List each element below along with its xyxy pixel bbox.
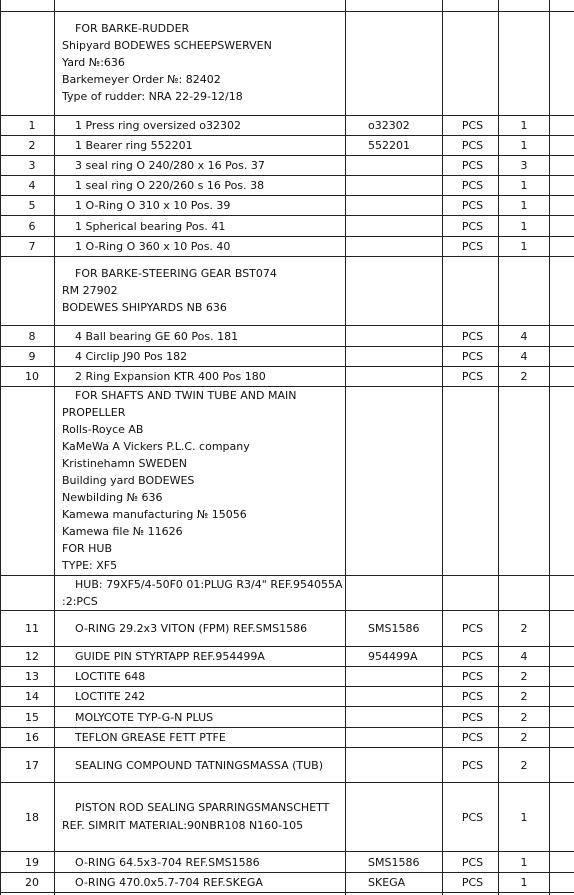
item-description: GUIDE PIN STYRTAPP REF.954499A — [75, 650, 265, 663]
item-quantity: 2 — [520, 758, 528, 772]
group-line: Rolls-Royce AB — [62, 423, 144, 436]
item-reference: 954499A — [368, 650, 418, 663]
item-number: 20 — [25, 876, 39, 889]
item-quantity: 1 — [520, 199, 528, 212]
item-reference: o32302 — [368, 119, 410, 132]
item-unit: PCS — [461, 370, 484, 383]
item-reference — [368, 216, 442, 236]
item-unit: PCS — [461, 159, 484, 172]
table-row — [0, 647, 574, 667]
group-line: Type of rudder: NRA 22-29-12/18 — [62, 90, 243, 103]
group-text-shafts — [62, 387, 297, 574]
item-unit: PCS — [461, 622, 484, 635]
item-quantity: 1 — [520, 219, 528, 233]
item-reference — [368, 347, 442, 366]
group-header-rudder — [0, 12, 574, 116]
table-row — [0, 136, 574, 156]
item-quantity: 1 — [520, 810, 528, 824]
item-unit: PCS — [461, 179, 484, 192]
item-quantity: 2 — [520, 670, 528, 683]
item-quantity: 2 — [520, 710, 528, 724]
item-quantity: 2 — [520, 731, 528, 744]
group-line: FOR BARKE-STEERING GEAR BST074 — [75, 267, 277, 280]
item-reference — [368, 156, 442, 175]
item-unit: PCS — [461, 758, 484, 772]
item-number: 5 — [28, 199, 36, 212]
item-reference — [368, 237, 442, 256]
item-number: 19 — [25, 855, 39, 869]
item-number: 8 — [28, 329, 36, 343]
item-unit: PCS — [461, 710, 484, 724]
group-line: :2:PCS — [62, 595, 98, 608]
table-row — [0, 116, 574, 136]
item-number: 11 — [25, 622, 39, 635]
table-row — [0, 176, 574, 196]
item-number: 12 — [25, 650, 39, 663]
table-row — [0, 326, 574, 347]
item-description: LOCTITE 648 — [75, 670, 146, 683]
table-row — [0, 667, 574, 687]
group-line: BODEWES SHIPYARDS NB 636 — [62, 301, 227, 314]
item-quantity: 2 — [520, 370, 528, 383]
item-unit: PCS — [461, 876, 484, 889]
item-description: SEALING COMPOUND TATNINGSMASSA (TUB) — [75, 758, 324, 772]
group-line: KaMeWa A Vickers P.L.C. company — [62, 440, 250, 453]
item-description: 4 Ball bearing GE 60 Pos. 181 — [75, 329, 239, 343]
item-description: TEFLON GREASE FETT PTFE — [75, 731, 226, 744]
group-line: FOR SHAFTS AND TWIN TUBE AND MAIN — [75, 389, 297, 402]
group-line: Newbilding № 636 — [62, 491, 163, 504]
item-quantity: 2 — [520, 622, 528, 635]
item-number: 15 — [25, 710, 39, 724]
group-text-steering — [62, 265, 277, 316]
item-reference — [368, 667, 442, 686]
group-line: Shipyard BODEWES SCHEEPSWERVEN — [62, 39, 272, 52]
item-reference — [368, 176, 442, 195]
item-description-line: PISTON ROD SEALING SPARRINGSMANSCHETT — [75, 801, 330, 814]
item-quantity: 1 — [520, 876, 528, 889]
item-description: 1 seal ring O 220/260 s 16 Pos. 38 — [75, 179, 265, 192]
item-description: 1 O-Ring O 360 x 10 Pos. 40 — [75, 240, 231, 253]
item-description: 1 Spherical bearing Pos. 41 — [75, 219, 226, 233]
item-quantity: 4 — [520, 650, 528, 663]
item-description: 4 Circlip J90 Pos 182 — [75, 350, 188, 363]
table-row-top — [0, 0, 574, 12]
item-number: 17 — [25, 758, 39, 772]
table-row — [0, 156, 574, 176]
table-row — [0, 196, 574, 216]
item-reference: SMS1586 — [368, 855, 420, 869]
item-quantity: 1 — [520, 139, 528, 152]
item-description: O-RING 470.0x5.7-704 REF.SKEGA — [75, 876, 263, 889]
group-line: Kamewa file № 11626 — [62, 525, 183, 538]
item-reference — [368, 367, 442, 386]
item-reference: SMS1586 — [368, 622, 420, 635]
item-reference — [368, 326, 442, 346]
item-description: O-RING 29.2x3 VITON (FPM) REF.SMS1586 — [75, 622, 308, 635]
item-description: LOCTITE 242 — [75, 690, 146, 703]
table-row — [0, 611, 574, 647]
item-quantity: 1 — [520, 119, 528, 132]
item-description — [62, 783, 344, 851]
item-unit: PCS — [461, 199, 484, 212]
group-line: TYPE: XF5 — [62, 559, 118, 572]
table-row — [0, 707, 574, 728]
table-row — [0, 216, 574, 237]
table-row — [0, 783, 574, 852]
item-number: 9 — [28, 350, 36, 363]
item-quantity: 3 — [520, 159, 528, 172]
item-description: 1 O-Ring O 310 x 10 Pos. 39 — [75, 199, 231, 212]
item-unit: PCS — [461, 219, 484, 233]
item-description: 1 Bearer ring 552201 — [75, 139, 193, 152]
group-line: Kamewa manufacturing № 15056 — [62, 508, 247, 521]
table-row — [0, 367, 574, 387]
item-number: 13 — [25, 670, 39, 683]
group-line: RM 27902 — [62, 284, 118, 297]
table-row — [0, 237, 574, 257]
group-line: FOR BARKE-RUDDER — [75, 22, 190, 35]
item-number: 7 — [28, 240, 36, 253]
group-text-hub — [62, 576, 342, 610]
group-line: Barkemeyer Order №: 82402 — [62, 73, 221, 86]
item-description: 1 Press ring oversized o32302 — [75, 119, 242, 132]
item-quantity: 1 — [520, 855, 528, 869]
item-unit: PCS — [461, 329, 484, 343]
item-description: MOLYCOTE TYP-G-N PLUS — [75, 710, 214, 724]
item-unit: PCS — [461, 670, 484, 683]
group-header-shafts — [0, 387, 574, 576]
item-quantity: 2 — [520, 690, 528, 703]
item-unit: PCS — [461, 139, 484, 152]
item-number: 18 — [25, 810, 39, 824]
item-unit: PCS — [461, 731, 484, 744]
table-row — [0, 347, 574, 367]
group-line: FOR HUB — [62, 542, 112, 555]
item-reference: SKEGA — [368, 876, 406, 889]
group-line: HUB: 79XF5/4-50F0 01:PLUG R3/4" REF.954055A — [75, 578, 343, 591]
item-reference: 552201 — [368, 139, 410, 152]
item-number: 10 — [25, 370, 39, 383]
group-line: Building yard BODEWES — [62, 474, 195, 487]
group-header-hub — [0, 576, 574, 611]
item-reference — [368, 783, 442, 851]
item-number: 2 — [28, 139, 36, 152]
item-description: O-RING 64.5x3-704 REF.SMS1586 — [75, 855, 260, 869]
table-row — [0, 748, 574, 783]
group-header-steering — [0, 257, 574, 326]
item-unit: PCS — [461, 810, 484, 824]
item-quantity: 4 — [520, 350, 528, 363]
item-description-line: REF. SIMRIT MATERIAL:90NBR108 N160-105 — [62, 819, 304, 832]
item-reference — [368, 707, 442, 727]
group-line: Kristinehamn SWEDEN — [62, 457, 187, 470]
group-text-rudder — [62, 20, 272, 105]
table-row — [0, 687, 574, 707]
item-unit: PCS — [461, 650, 484, 663]
table-row — [0, 728, 574, 748]
group-line: PROPELLER — [62, 406, 126, 419]
item-number: 6 — [28, 219, 36, 233]
item-number: 1 — [28, 119, 36, 132]
item-quantity: 4 — [520, 329, 528, 343]
table-row — [0, 852, 574, 873]
group-line: Yard №:636 — [62, 56, 125, 69]
item-unit: PCS — [461, 690, 484, 703]
item-number: 4 — [28, 179, 36, 192]
item-unit: PCS — [461, 119, 484, 132]
item-quantity: 1 — [520, 179, 528, 192]
item-number: 14 — [25, 690, 39, 703]
item-reference — [368, 728, 442, 747]
item-reference — [368, 748, 442, 782]
item-reference — [368, 687, 442, 706]
item-quantity: 1 — [520, 240, 528, 253]
item-description: 2 Ring Expansion KTR 400 Pos 180 — [75, 370, 266, 383]
item-unit: PCS — [461, 855, 484, 869]
item-number: 16 — [25, 731, 39, 744]
item-unit: PCS — [461, 240, 484, 253]
item-unit: PCS — [461, 350, 484, 363]
item-number: 3 — [28, 159, 36, 172]
item-reference — [368, 196, 442, 215]
table-row — [0, 873, 574, 893]
item-description: 3 seal ring O 240/280 x 16 Pos. 37 — [75, 159, 265, 172]
